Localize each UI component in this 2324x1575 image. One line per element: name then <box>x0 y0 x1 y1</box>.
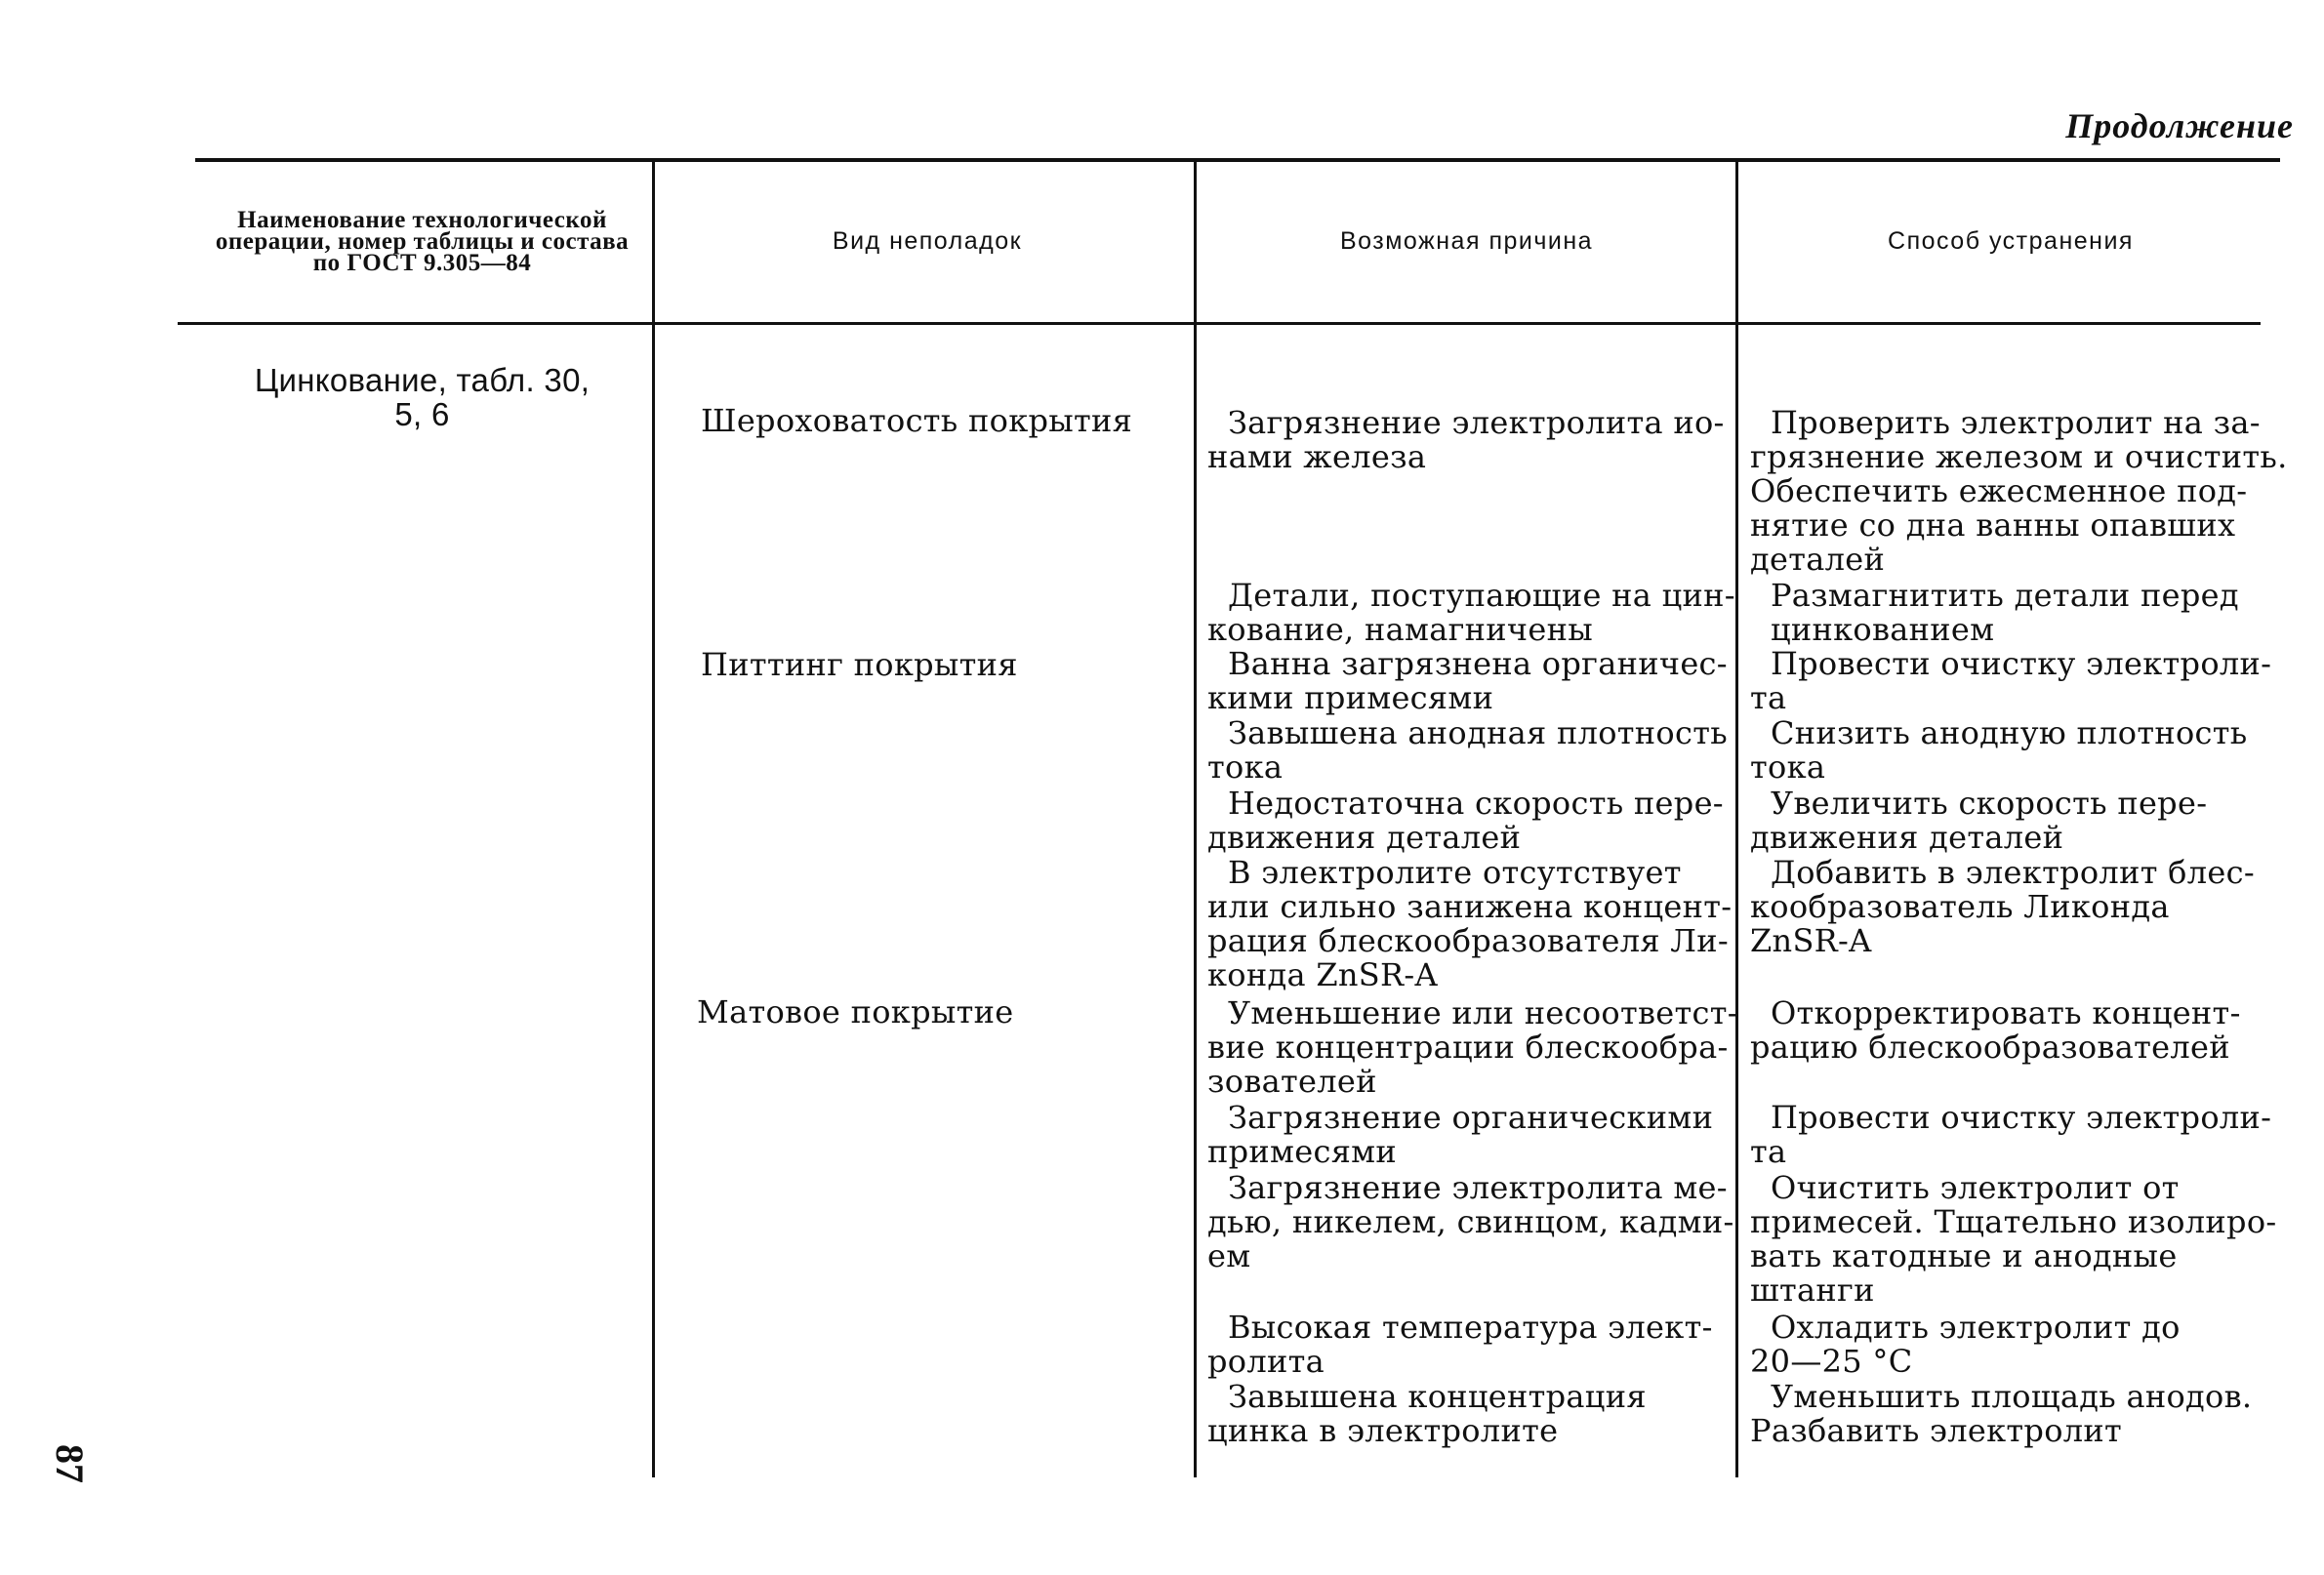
cause-text: Высокая температура элект- ролита <box>1207 1309 1713 1380</box>
remedy-text: Добавить в электролит блес- кообразователь Ликонда ZnSR-A <box>1750 854 2255 959</box>
continuation-label: Продолжение <box>2065 106 2294 145</box>
cause-text: Ванна загрязнена органичес- кими примесями <box>1207 645 1728 716</box>
remedy-text: Увеличить скорость пере- движения деталей <box>1750 785 2208 856</box>
remedy-text: Проверить электролит на за- грязнение железом и очистить. Обеспечить ежесменное под- нятие со дна ванны опавших деталей <box>1750 404 2288 578</box>
remedy-text: Охладить электролит до 20—25 °C <box>1750 1309 2181 1380</box>
header-remedy: Способ устранения <box>1888 227 2134 255</box>
cause-text: Загрязнение электролита ме- дью, никелем, свинцом, кадми- ем <box>1207 1169 1734 1274</box>
cause-text: В электролите отсутствует или сильно занижена концент- рация блескообразователя Ли- конда ZnSR-A <box>1207 854 1733 993</box>
header-possible-cause: Возможная причина <box>1339 227 1594 255</box>
remedy-text: Размагнитить детали перед цинкованием <box>1770 577 2239 648</box>
remedy-text: Откорректировать концент- рацию блескообразователей <box>1750 994 2241 1066</box>
defect-roughness: Шероховатость покрытия <box>701 402 1133 439</box>
cause-text: Загрязнение электролита ио- нами железа <box>1207 404 1725 475</box>
cause-text: Недостаточна скорость пере- движения деталей <box>1207 785 1724 856</box>
header-defect-type: Вид неполадок <box>832 227 1023 255</box>
column-divider-3 <box>1735 158 1738 1477</box>
operation-name: Цинкование, табл. 30, 5, 6 <box>254 362 591 432</box>
column-divider-2 <box>1194 158 1197 1477</box>
remedy-text: Снизить анодную плотность тока <box>1750 714 2248 786</box>
cause-text: Загрязнение органическими примесями <box>1207 1099 1714 1170</box>
remedy-text: Уменьшить площадь анодов. Разбавить электролит <box>1750 1378 2253 1449</box>
remedy-text: Провести очистку электроли- та <box>1750 1099 2272 1170</box>
page-number: 87 <box>48 1444 92 1483</box>
defect-pitting: Питтинг покрытия <box>701 646 1018 683</box>
cause-text: Уменьшение или несоответст- вие концентрации блескообра- зователей <box>1207 994 1738 1100</box>
cause-text: Завышена концентрация цинка в электролите <box>1207 1378 1647 1449</box>
cause-text: Детали, поступающие на цин- кование, намагничены <box>1207 577 1735 648</box>
cause-text: Завышена анодная плотность тока <box>1207 714 1728 786</box>
table-top-rule <box>195 158 2280 162</box>
remedy-text: Провести очистку электроли- та <box>1750 645 2272 716</box>
remedy-text: Очистить электролит от примесей. Тщательно изолиро- вать катодные и анодные штанги <box>1750 1169 2277 1309</box>
column-divider-1 <box>652 158 655 1477</box>
defect-matte: Матовое покрытие <box>697 993 1014 1030</box>
header-operation: Наименование технологической операции, номер таблицы и состава по ГОСТ 9.305—84 <box>215 206 630 276</box>
header-bottom-rule <box>178 322 2261 325</box>
